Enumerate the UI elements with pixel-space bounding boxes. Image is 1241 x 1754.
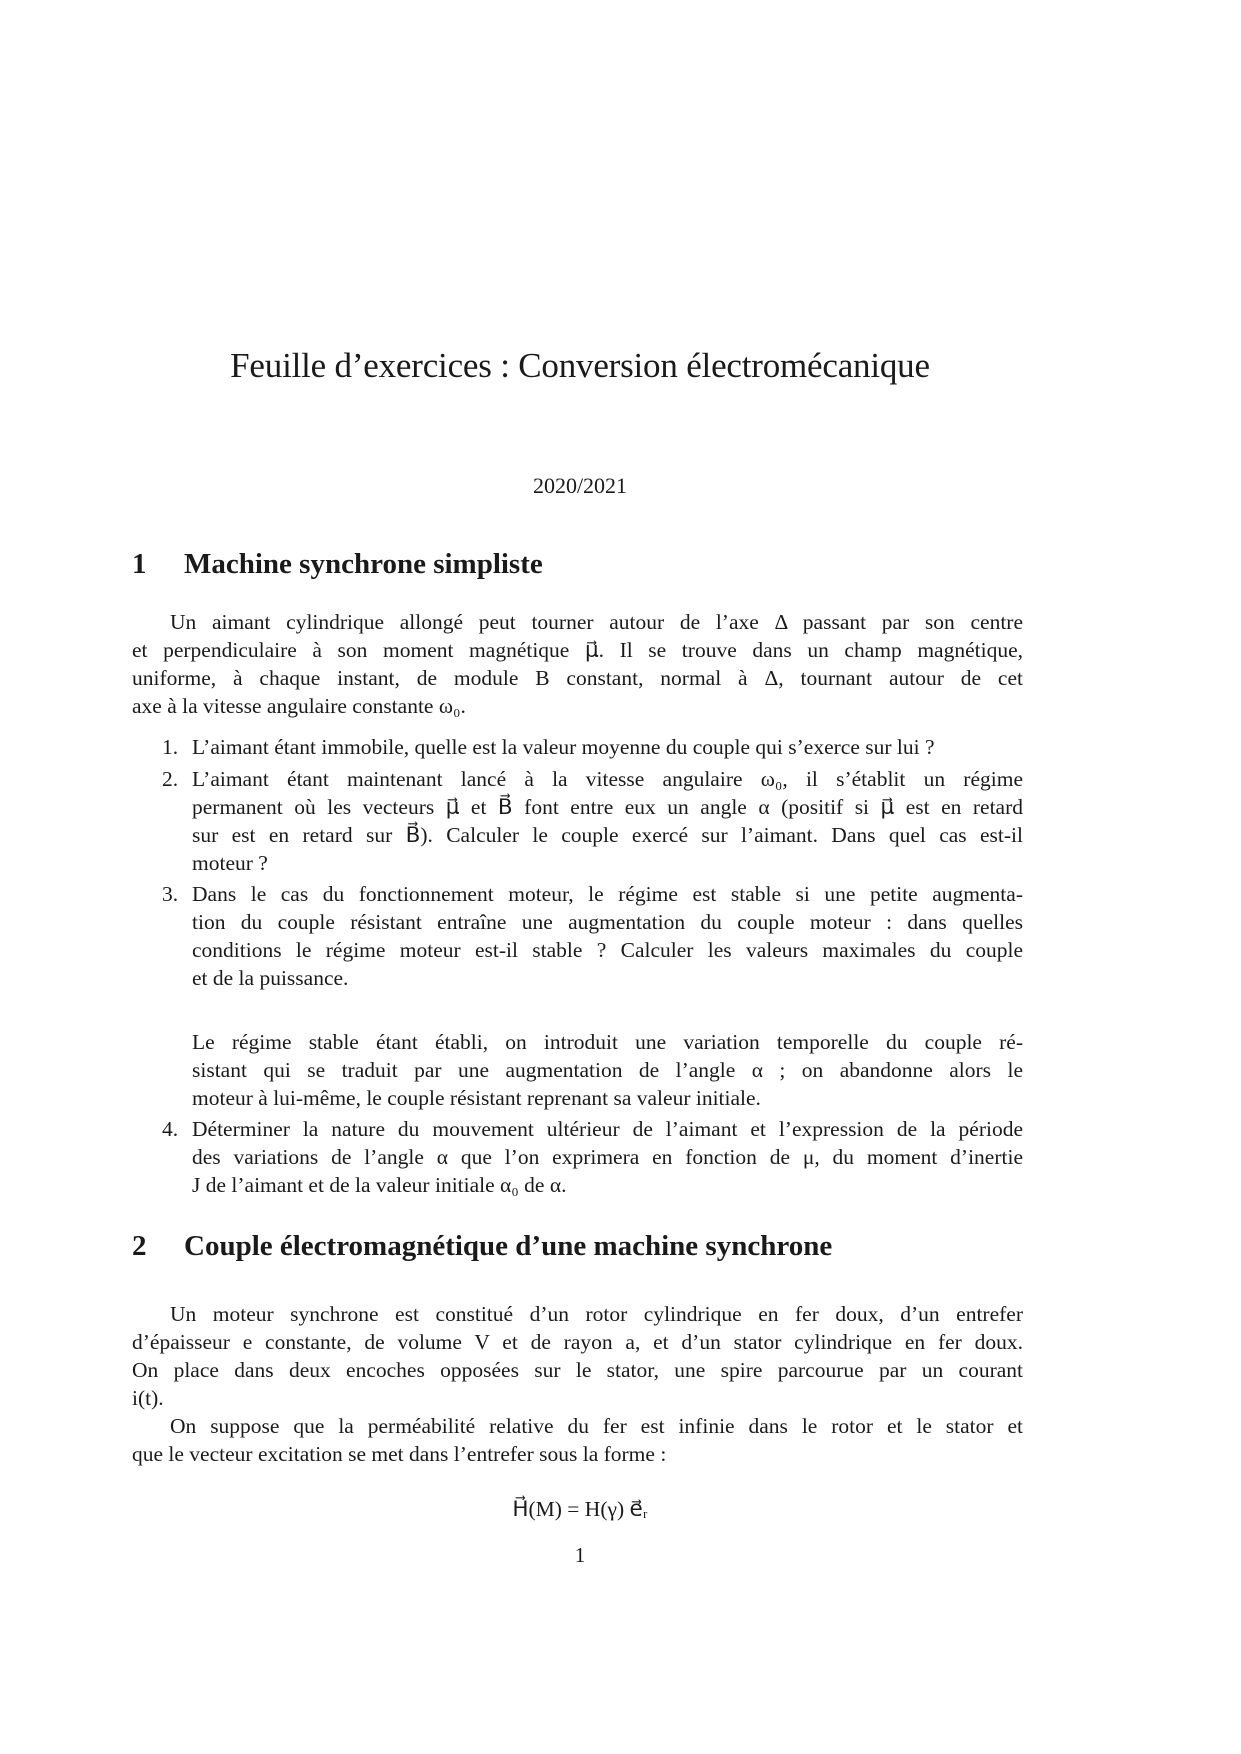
paragraph-line: i(t). xyxy=(132,1386,164,1410)
paragraph-line: On suppose que la perméabilité relative du fer est infinie dans le rotor et le stator et xyxy=(170,1414,1023,1438)
paragraph-line: Un moteur synchrone est constitué d’un rotor cylindrique en fer doux, d’un entrefer xyxy=(170,1302,1023,1326)
question-1-text: L’aimant étant immobile, quelle est la valeur moyenne du couple qui s’exerce sur lui ? xyxy=(192,735,935,759)
paragraph-line: que le vecteur excitation se met dans l’entrefer sous la forme : xyxy=(132,1442,667,1466)
question-4-line: J de l’aimant et de la valeur initiale α₀ de α. xyxy=(192,1173,567,1197)
question-3-line: conditions le régime moteur est-il stable ? Calculer les valeurs maximales du couple xyxy=(192,938,1023,962)
document-title: Feuille d’exercices : Conversion électromécanique xyxy=(230,346,930,385)
question-3-line: tion du couple résistant entraîne une augmentation du couple moteur : dans quelles xyxy=(192,910,1023,934)
question-4-line: des variations de l’angle α que l’on exprimera en fonction de μ, du moment d’inertie xyxy=(192,1145,1023,1169)
question-2-line: sur est en retard sur B⃗). Calculer le couple exercé sur l’aimant. Dans quel cas est-il xyxy=(192,823,1023,847)
paragraph-line: et perpendiculaire à son moment magnétique μ⃗. Il se trouve dans un champ magnétique, xyxy=(132,638,1023,662)
paragraph-line: On place dans deux encoches opposées sur le stator, une spire parcourue par un courant xyxy=(132,1358,1023,1382)
section-1-heading xyxy=(132,548,543,581)
interlude-line: moteur à lui-même, le couple résistant reprenant sa valeur initiale. xyxy=(192,1086,761,1110)
question-2-line: L’aimant étant maintenant lancé à la vitesse angulaire ω₀, il s’établit un régime xyxy=(192,767,1023,791)
question-2-label: 2. xyxy=(162,767,179,791)
question-2-line: permanent où les vecteurs μ⃗ et B⃗ font entre eux un angle α (positif si μ⃗ est en retard xyxy=(192,795,1023,819)
paragraph-line: axe à la vitesse angulaire constante ω₀. xyxy=(132,694,466,718)
section-number: 2 xyxy=(132,1230,147,1262)
document-date: 2020/2021 xyxy=(532,473,628,498)
section-number: 1 xyxy=(132,548,147,580)
interlude-line: sistant qui se traduit par une augmentation de l’angle α ; on abandonne alors le xyxy=(192,1058,1023,1082)
question-2-line: moteur ? xyxy=(192,851,268,875)
question-3-line: Dans le cas du fonctionnement moteur, le régime est stable si une petite augmenta- xyxy=(192,882,1023,906)
question-4-label: 4. xyxy=(162,1117,179,1141)
equation: H⃗(M) = H(γ) e⃗ᵣ xyxy=(512,1497,648,1521)
section-title: Couple électromagnétique d’une machine synchrone xyxy=(184,1230,833,1262)
section-2-heading xyxy=(132,1230,832,1263)
paragraph-line: d’épaisseur e constante, de volume V et de rayon a, et d’un stator cylindrique en fer doux. xyxy=(132,1330,1023,1354)
page-number: 1 xyxy=(574,1543,586,1567)
interlude-line: Le régime stable étant établi, on introduit une variation temporelle du couple ré- xyxy=(192,1030,1023,1054)
question-3-label: 3. xyxy=(162,882,179,906)
question-4-line: Déterminer la nature du mouvement ultérieur de l’aimant et l’expression de la période xyxy=(192,1117,1023,1141)
section-title: Machine synchrone simpliste xyxy=(184,548,543,580)
question-3-line: et de la puissance. xyxy=(192,966,349,990)
paragraph-line: uniforme, à chaque instant, de module B constant, normal à Δ, tournant autour de cet xyxy=(132,666,1023,690)
question-1-label: 1. xyxy=(162,735,179,759)
paragraph-line: Un aimant cylindrique allongé peut tourner autour de l’axe Δ passant par son centre xyxy=(170,610,1023,634)
